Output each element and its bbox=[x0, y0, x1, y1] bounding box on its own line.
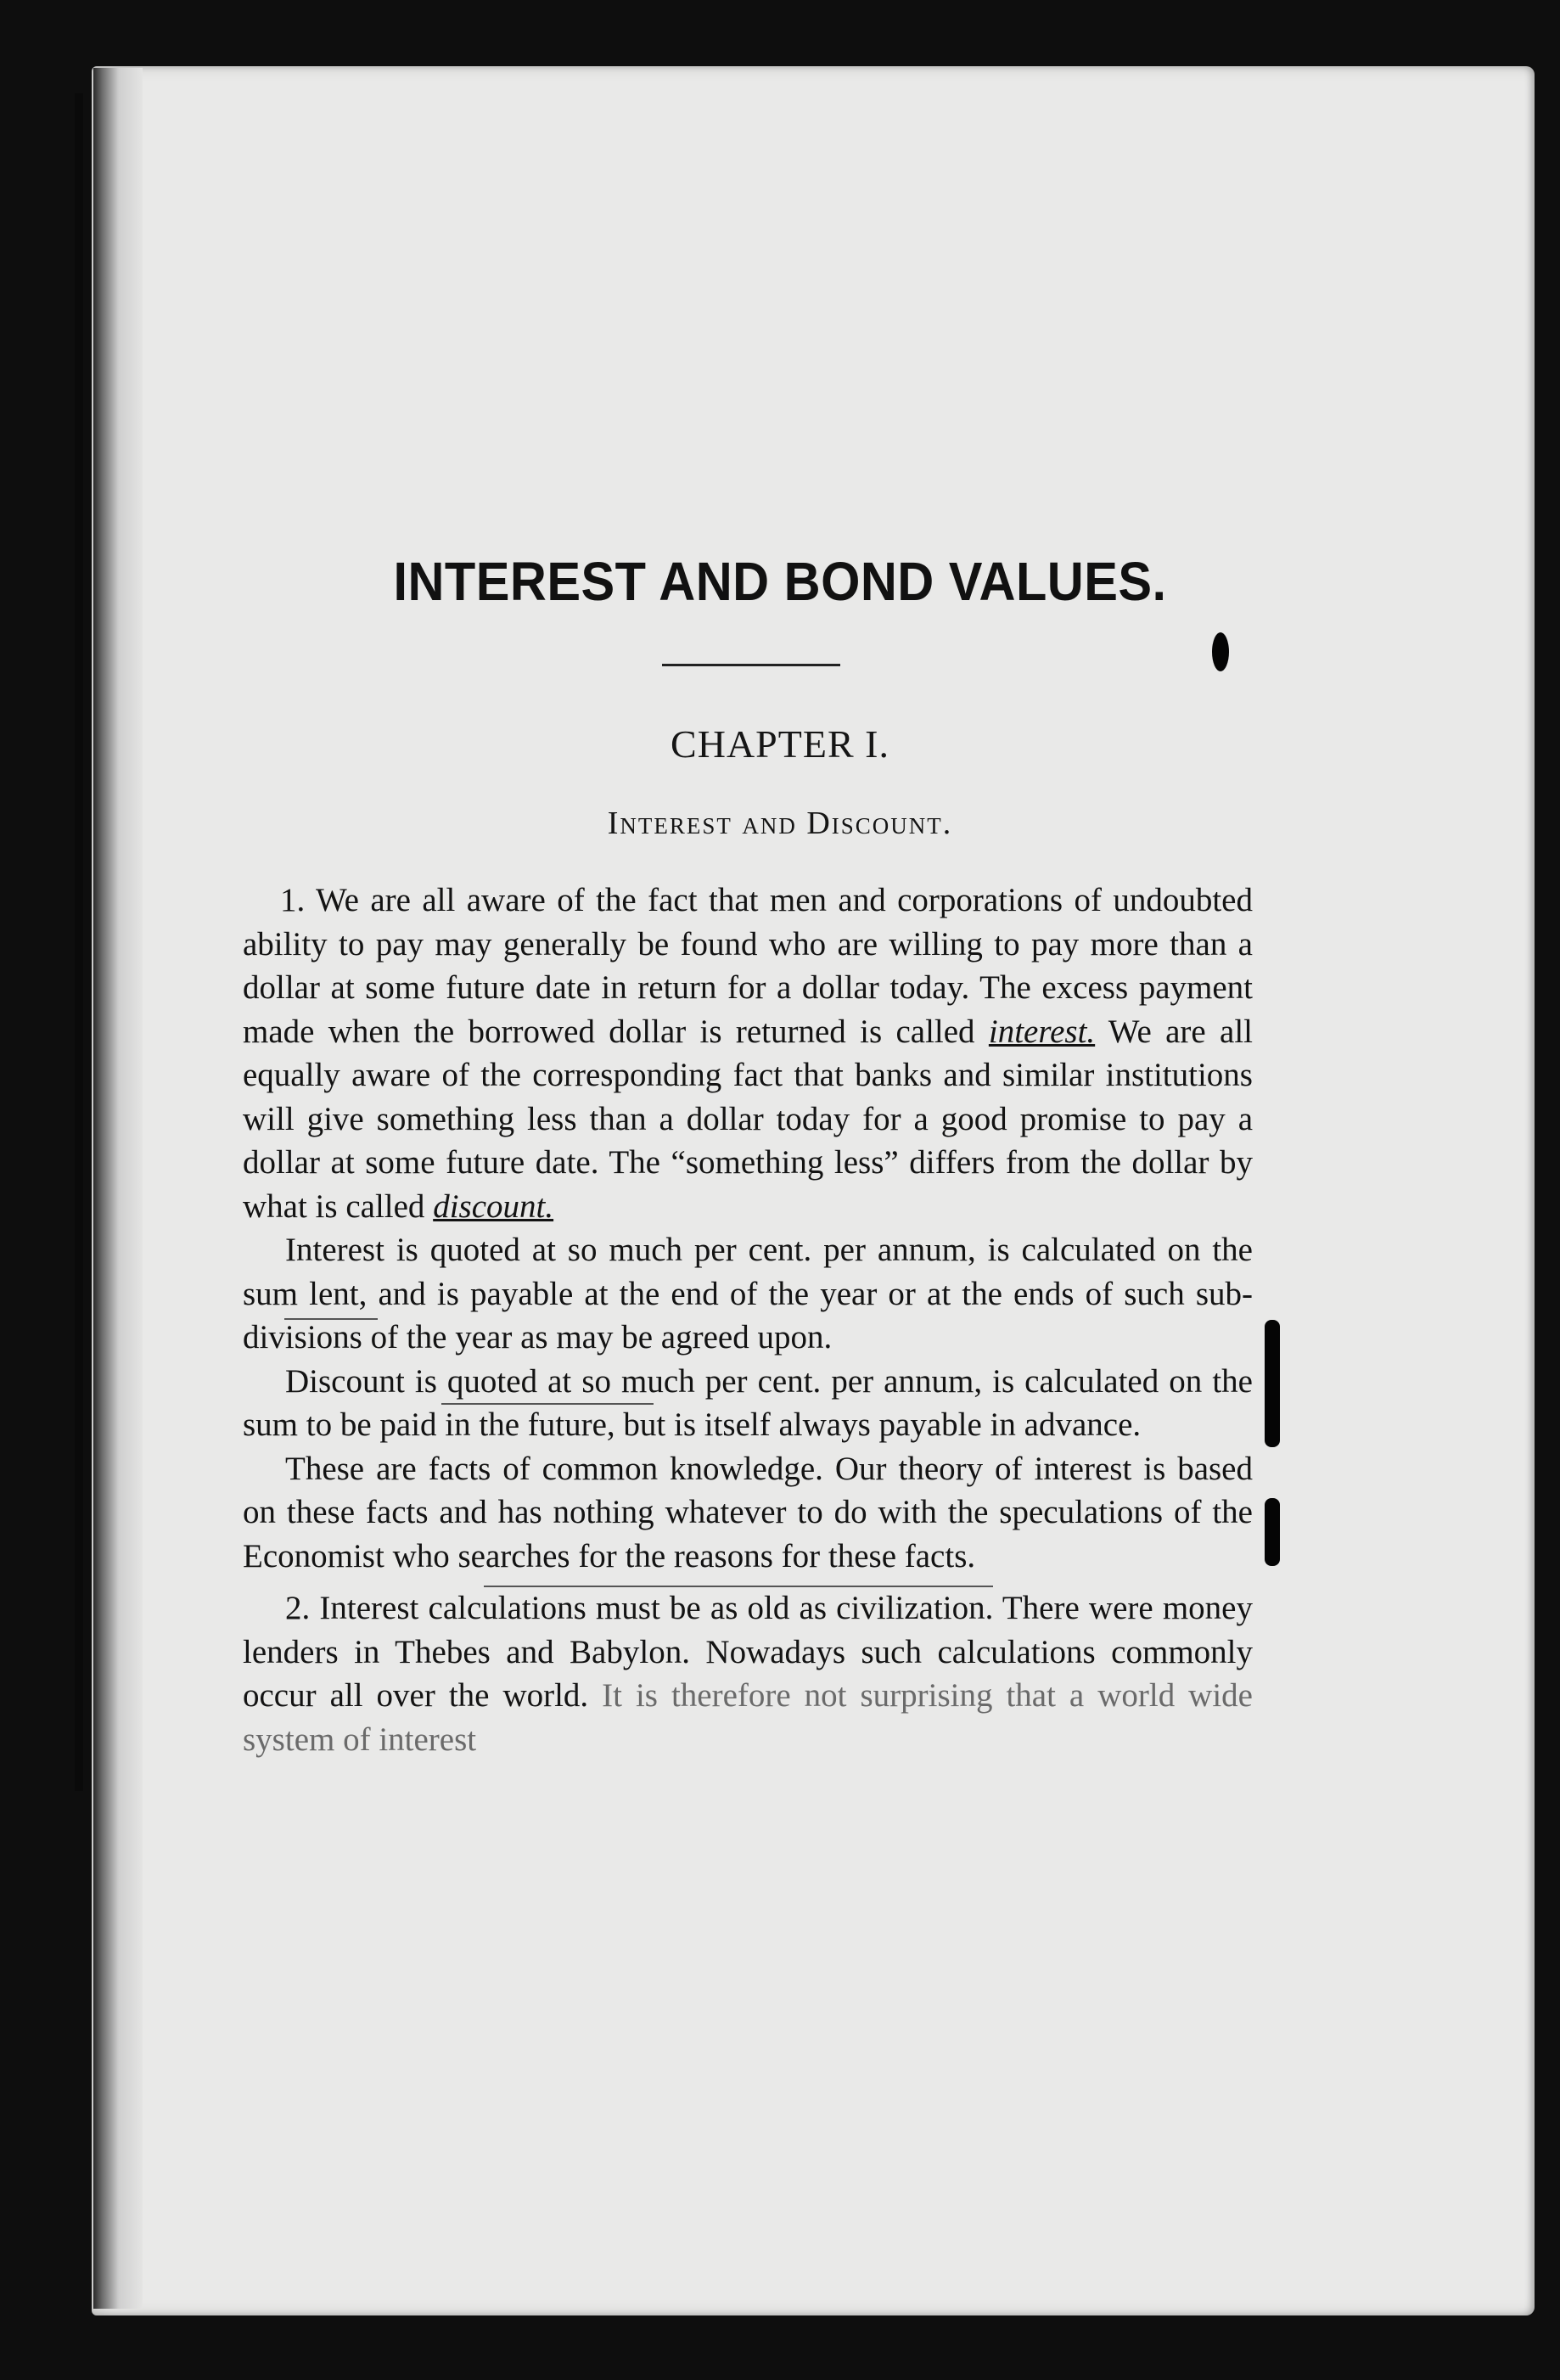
pencil-underline-mark bbox=[441, 1403, 654, 1405]
paragraph-1: 1. We are all aware of the fact that men and corporations of undoubted ability to pay may generally be found who are willing to pay more than a dollar at some future date in return for a dollar today. The excess payment made when the borrowed dollar is returned is called interest. We are all equally aware of the corresponding fact that banks and similar institutions will give something less than a dollar today for a good promise to pay a dollar at some future date. The “something less” differs from the dollar by what is called discount. bbox=[243, 882, 1253, 1225]
paragraph-2: Interest is quoted at so much per cent. per annum, is calculated on the sum lent, and is payable at the end of the year or at the ends of such sub-divisions of the year as may be agreed upon. bbox=[243, 1232, 1253, 1356]
page-title: INTEREST AND BOND VALUES. bbox=[393, 551, 1167, 612]
chapter-heading: CHAPTER I. bbox=[671, 722, 889, 766]
paragraph-5: 2. Interest calculations must be as old as civilization. There were money lenders in Thebes and Babylon. Nowadays such calculations commonly occur all over the world. It is therefore not surprising that a world wide system of interest bbox=[243, 1590, 1253, 1758]
term-discount: discount. bbox=[433, 1187, 554, 1225]
pencil-underline-mark bbox=[484, 1586, 993, 1587]
title-rule bbox=[662, 664, 840, 666]
chapter-subtitle: Interest and Discount. bbox=[607, 805, 953, 841]
paragraph-4: These are facts of common knowledge. Our theory of interest is based on these facts and has nothing whatever to do with the speculations of the Economist who searches for the reasons for these facts. bbox=[243, 1450, 1253, 1575]
chapter-body bbox=[243, 878, 1253, 1761]
book-spine-shadow bbox=[75, 93, 83, 1791]
margin-bar-mark bbox=[1265, 1320, 1280, 1447]
page-gutter bbox=[93, 68, 143, 2309]
paragraph-3: Discount is quoted at so much per cent. per annum, is calculated on the sum to be paid in the future, but is itself always payable in advance. bbox=[243, 1362, 1253, 1443]
ink-dot-mark bbox=[1212, 632, 1229, 671]
margin-bar-mark bbox=[1265, 1498, 1280, 1566]
pencil-underline-mark bbox=[284, 1318, 378, 1320]
term-interest: interest. bbox=[988, 1013, 1096, 1050]
